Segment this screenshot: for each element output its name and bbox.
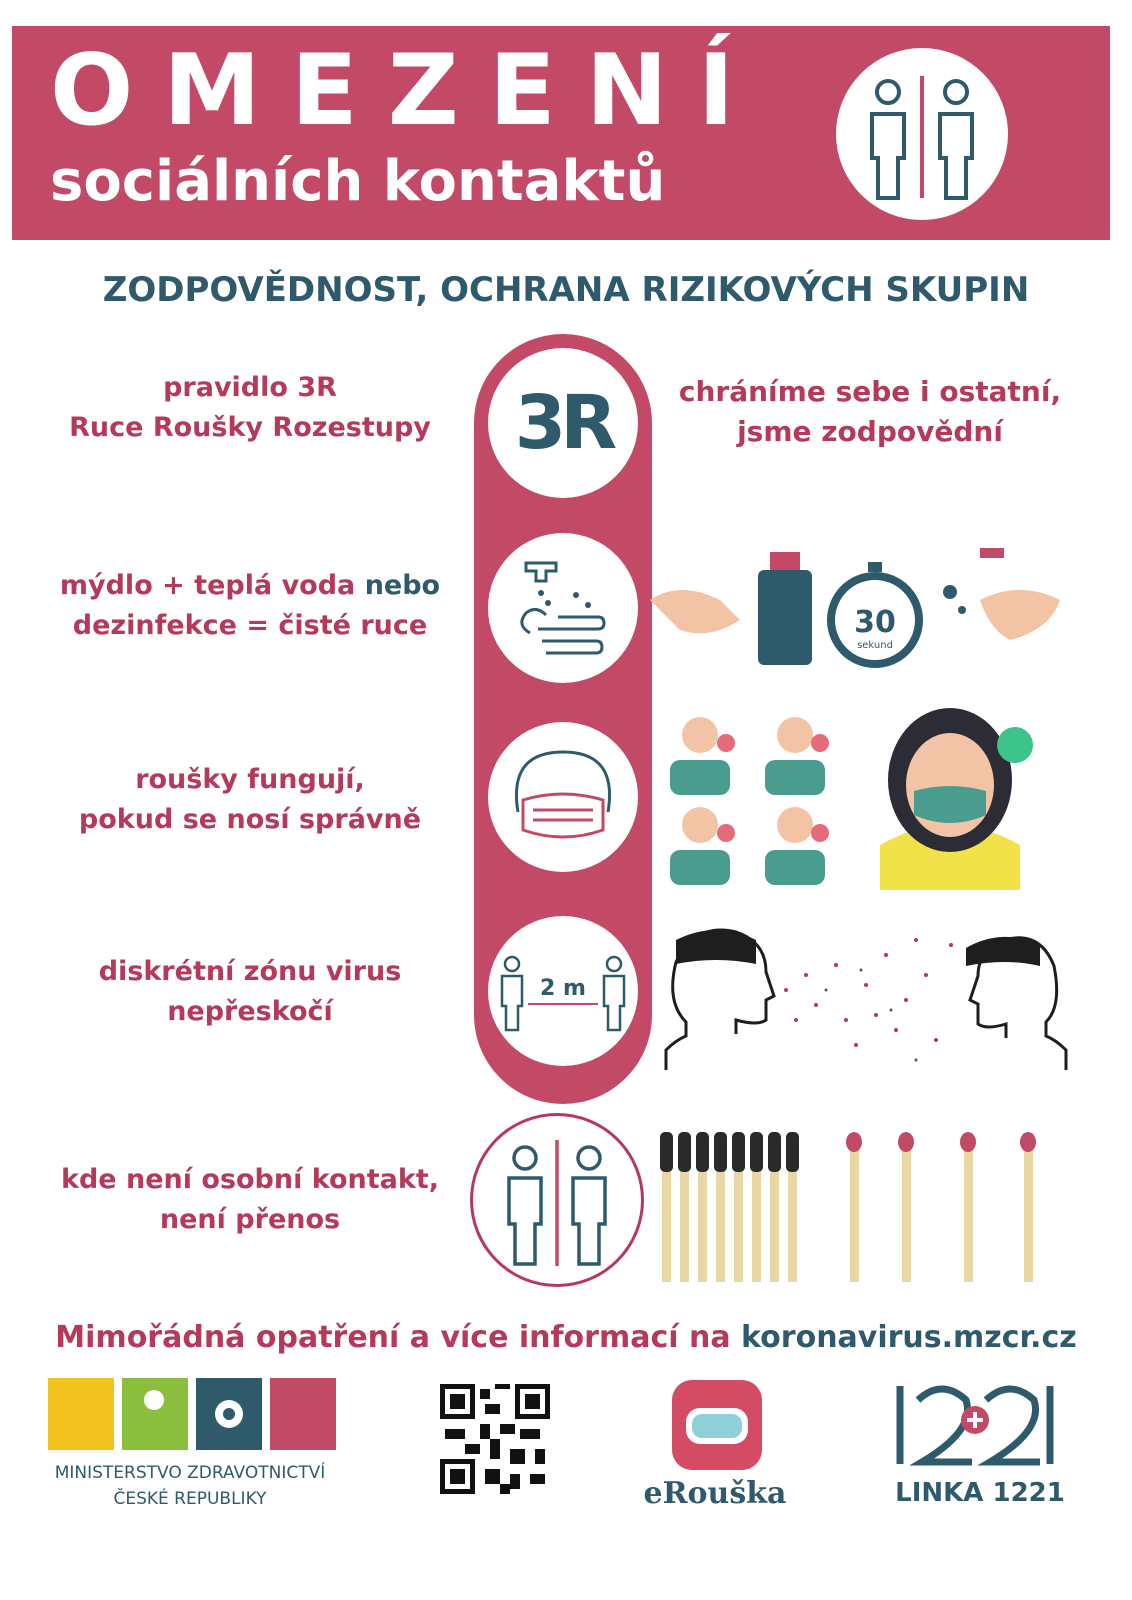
row3-left-text	[40, 760, 460, 840]
ministry-line2: ČESKÉ REPUBLIKY	[113, 1489, 267, 1509]
row4-left-text	[40, 952, 460, 1032]
page-title: OMEZENÍ	[50, 34, 765, 148]
row1-left-line1: pravidlo 3R	[163, 372, 337, 403]
mask-wearing-illustration	[650, 705, 1080, 890]
face-mask-icon	[488, 722, 638, 872]
distance-circle	[488, 916, 638, 1066]
header-icon-circle	[836, 48, 1008, 220]
timer-unit: sekund	[857, 640, 893, 651]
icon-3r-text: 3R	[514, 380, 612, 466]
two-people-divider-icon	[473, 1116, 641, 1284]
row5-left-text	[30, 1160, 470, 1240]
droplet-spread-illustration	[656, 920, 1076, 1080]
row2-left-line1-b: nebo	[364, 570, 441, 601]
row1-left-line2: Ruce Roušky Rozestupy	[69, 412, 431, 443]
row5-left-line2: není přenos	[159, 1204, 341, 1235]
row5-left-line1: kde není osobní kontakt,	[60, 1164, 440, 1195]
row1-right-line2: jsme zodpovědní	[737, 415, 1003, 448]
footer-info	[0, 1320, 1132, 1355]
distance-value: 2 m	[540, 976, 586, 1001]
row3-left-line2: pokud se nosí správně	[78, 804, 422, 835]
erouska-app-icon[interactable]	[672, 1380, 762, 1470]
row2-left-line2: dezinfekce = čisté ruce	[72, 610, 428, 641]
row1-left-text	[40, 368, 460, 448]
row1-right-line1: chráníme sebe i ostatní,	[678, 375, 1062, 408]
footer-text: Mimořádná opatření a více informací na	[55, 1320, 742, 1355]
row4-left-line1: diskrétní zónu virus	[98, 956, 402, 987]
qr-code[interactable]	[440, 1384, 550, 1494]
handwash-icon	[488, 533, 638, 683]
two-people-divider-icon	[836, 48, 1008, 220]
row3-left-line1: roušky fungují,	[135, 764, 365, 795]
row4-left-line2: nepřeskočí	[167, 996, 333, 1027]
icon-3r-circle	[488, 348, 638, 498]
timer-value: 30	[854, 605, 896, 640]
row2-left-line1-a: mýdlo + teplá voda	[59, 570, 365, 601]
page-subtitle: sociálních kontaktů	[50, 149, 666, 214]
handwash-circle	[488, 533, 638, 683]
footer-url-link[interactable]: koronavirus.mzcr.cz	[741, 1320, 1077, 1355]
row2-left-text	[40, 566, 460, 646]
no-contact-circle	[470, 1113, 644, 1287]
mask-circle	[488, 722, 638, 872]
ministry-line1: MINISTERSTVO ZDRAVOTNICTVÍ	[54, 1463, 326, 1483]
hands-spray-illustration	[650, 540, 1080, 670]
headline: ZODPOVĚDNOST, OCHRANA RIZIKOVÝCH SKUPIN	[102, 270, 1030, 310]
matches-illustration	[656, 1126, 1076, 1286]
hotline-1221-logo	[890, 1380, 1060, 1470]
hotline-label: LINKA 1221	[895, 1478, 1065, 1508]
erouska-app-name: eRouška	[643, 1476, 787, 1511]
ministry-name	[40, 1460, 340, 1512]
ministry-logo	[48, 1374, 338, 1454]
row1-right-text	[660, 372, 1080, 452]
